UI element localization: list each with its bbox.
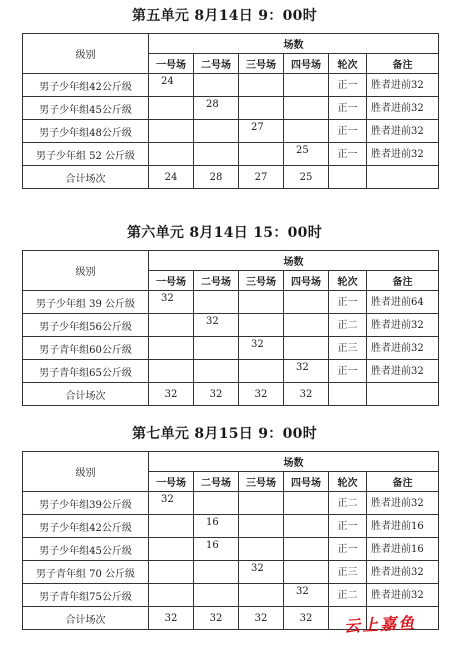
note-cell: 胜者进前32 — [367, 74, 439, 97]
header-row — [23, 34, 439, 54]
table-row — [23, 492, 439, 515]
match-count-cell — [239, 584, 284, 607]
table-row — [23, 360, 439, 383]
match-count-cell — [149, 337, 194, 360]
note-cell: 胜者进前32 — [367, 561, 439, 584]
table-row — [23, 74, 439, 97]
match-count-cell — [239, 143, 284, 166]
match-count-cell — [149, 143, 194, 166]
note-cell: 胜者进前32 — [367, 337, 439, 360]
total-count-cell: 32 — [239, 383, 284, 406]
match-count-cell — [284, 97, 329, 120]
court-header: 一号场 — [149, 54, 194, 74]
match-count-cell: 24 — [149, 74, 194, 97]
court-header: 一号场 — [149, 271, 194, 291]
match-count-cell — [239, 538, 284, 561]
note-header: 备注 — [367, 54, 439, 74]
empty-cell — [367, 383, 439, 406]
court-header: 二号场 — [194, 472, 239, 492]
match-count-cell — [194, 360, 239, 383]
round-header: 轮次 — [329, 472, 367, 492]
match-count-cell — [284, 515, 329, 538]
table-row — [23, 337, 439, 360]
total-count-cell: 32 — [239, 607, 284, 630]
match-count-cell — [239, 291, 284, 314]
note-cell: 胜者进前32 — [367, 360, 439, 383]
category-cell: 男子少年组56公斤级 — [23, 314, 149, 337]
match-count-cell — [194, 74, 239, 97]
category-cell: 男子少年组 52 公斤级 — [23, 143, 149, 166]
category-cell: 男子少年组39公斤级 — [23, 492, 149, 515]
match-count-cell — [284, 561, 329, 584]
match-count-cell — [239, 74, 284, 97]
category-header: 级别 — [23, 251, 149, 291]
category-cell: 男子少年组42公斤级 — [23, 74, 149, 97]
round-cell: 正一 — [329, 120, 367, 143]
venues-header: 场数 — [149, 452, 439, 472]
table-row — [23, 97, 439, 120]
total-row — [23, 383, 439, 406]
total-label: 合计场次 — [23, 383, 149, 406]
round-header: 轮次 — [329, 271, 367, 291]
court-header: 二号场 — [194, 271, 239, 291]
court-header: 三号场 — [239, 271, 284, 291]
category-cell: 男子青年组65公斤级 — [23, 360, 149, 383]
empty-cell — [367, 166, 439, 189]
match-count-cell: 16 — [194, 538, 239, 561]
note-cell: 胜者进前16 — [367, 515, 439, 538]
match-count-cell: 25 — [284, 143, 329, 166]
match-count-cell — [284, 337, 329, 360]
watermark-logo: 云上嘉鱼 — [343, 613, 417, 636]
note-cell: 胜者进前64 — [367, 291, 439, 314]
match-count-cell — [284, 538, 329, 561]
note-header: 备注 — [367, 271, 439, 291]
match-count-cell: 16 — [194, 515, 239, 538]
total-count-cell: 25 — [284, 166, 329, 189]
match-count-cell — [149, 97, 194, 120]
header-row — [23, 251, 439, 271]
round-cell: 正一 — [329, 360, 367, 383]
total-row — [23, 166, 439, 189]
court-header: 四号场 — [284, 472, 329, 492]
category-cell: 男子青年组60公斤级 — [23, 337, 149, 360]
match-count-cell — [149, 584, 194, 607]
category-cell: 男子少年组45公斤级 — [23, 97, 149, 120]
round-cell: 正一 — [329, 515, 367, 538]
note-cell: 胜者进前32 — [367, 492, 439, 515]
court-header: 二号场 — [194, 54, 239, 74]
total-count-cell: 27 — [239, 166, 284, 189]
match-count-cell: 32 — [149, 291, 194, 314]
unit-title: 第五单元 8月14日 9：00时 — [132, 8, 317, 24]
total-count-cell: 32 — [284, 383, 329, 406]
empty-cell — [329, 383, 367, 406]
match-count-cell — [149, 538, 194, 561]
total-count-cell: 24 — [149, 166, 194, 189]
match-count-cell — [194, 584, 239, 607]
match-count-cell — [194, 337, 239, 360]
match-count-cell: 27 — [239, 120, 284, 143]
match-count-cell — [284, 291, 329, 314]
total-label: 合计场次 — [23, 166, 149, 189]
schedule-table — [22, 250, 439, 406]
note-cell: 胜者进前32 — [367, 143, 439, 166]
table-row — [23, 584, 439, 607]
match-count-cell — [284, 120, 329, 143]
court-header: 三号场 — [239, 472, 284, 492]
match-count-cell: 32 — [239, 561, 284, 584]
table-row — [23, 120, 439, 143]
category-cell: 男子青年组75公斤级 — [23, 584, 149, 607]
court-header: 一号场 — [149, 472, 194, 492]
round-cell: 正三 — [329, 561, 367, 584]
match-count-cell — [149, 120, 194, 143]
match-count-cell — [239, 492, 284, 515]
match-count-cell — [284, 74, 329, 97]
note-cell: 胜者进前32 — [367, 314, 439, 337]
match-count-cell: 28 — [194, 97, 239, 120]
match-count-cell — [239, 97, 284, 120]
match-count-cell: 32 — [284, 584, 329, 607]
unit-title: 第六单元 8月14日 15：00时 — [126, 225, 323, 241]
total-count-cell: 28 — [194, 166, 239, 189]
note-header: 备注 — [367, 472, 439, 492]
match-count-cell: 32 — [149, 492, 194, 515]
total-label: 合计场次 — [23, 607, 149, 630]
total-count-cell: 32 — [149, 607, 194, 630]
match-count-cell — [194, 492, 239, 515]
category-cell: 男子少年组48公斤级 — [23, 120, 149, 143]
venues-header: 场数 — [149, 34, 439, 54]
round-cell: 正一 — [329, 538, 367, 561]
table-row — [23, 538, 439, 561]
round-header: 轮次 — [329, 54, 367, 74]
note-cell: 胜者进前16 — [367, 538, 439, 561]
match-count-cell — [194, 561, 239, 584]
header-row — [23, 452, 439, 472]
match-count-cell: 32 — [239, 337, 284, 360]
match-count-cell — [239, 360, 284, 383]
schedule-unit — [0, 221, 449, 402]
category-header: 级别 — [23, 34, 149, 74]
table-row — [23, 515, 439, 538]
category-cell: 男子青年组 70 公斤级 — [23, 561, 149, 584]
total-count-cell: 32 — [284, 607, 329, 630]
schedule-table — [22, 33, 439, 189]
table-row — [23, 291, 439, 314]
note-cell: 胜者进前32 — [367, 97, 439, 120]
match-count-cell — [284, 314, 329, 337]
unit-title: 第七单元 8月15日 9：00时 — [132, 426, 317, 442]
round-cell: 正二 — [329, 314, 367, 337]
court-header: 三号场 — [239, 54, 284, 74]
note-cell: 胜者进前32 — [367, 120, 439, 143]
match-count-cell — [149, 515, 194, 538]
category-header: 级别 — [23, 452, 149, 492]
category-cell: 男子少年组 39 公斤级 — [23, 291, 149, 314]
schedule-table — [22, 451, 439, 630]
match-count-cell: 32 — [194, 314, 239, 337]
table-row — [23, 143, 439, 166]
venues-header: 场数 — [149, 251, 439, 271]
round-cell: 正二 — [329, 584, 367, 607]
table-row — [23, 561, 439, 584]
match-count-cell — [149, 561, 194, 584]
match-count-cell — [194, 143, 239, 166]
table-row — [23, 314, 439, 337]
round-cell: 正一 — [329, 74, 367, 97]
round-cell: 正一 — [329, 143, 367, 166]
match-count-cell — [149, 360, 194, 383]
match-count-cell: 32 — [284, 360, 329, 383]
round-cell: 正三 — [329, 337, 367, 360]
total-count-cell: 32 — [149, 383, 194, 406]
category-cell: 男子少年组42公斤级 — [23, 515, 149, 538]
total-count-cell: 32 — [194, 383, 239, 406]
note-cell: 胜者进前32 — [367, 584, 439, 607]
schedule-unit — [0, 4, 449, 185]
match-count-cell — [239, 314, 284, 337]
round-cell: 正一 — [329, 291, 367, 314]
court-header: 四号场 — [284, 54, 329, 74]
court-header: 四号场 — [284, 271, 329, 291]
round-cell: 正一 — [329, 97, 367, 120]
match-count-cell — [149, 314, 194, 337]
empty-cell — [329, 166, 367, 189]
total-count-cell: 32 — [194, 607, 239, 630]
match-count-cell — [239, 515, 284, 538]
category-cell: 男子少年组45公斤级 — [23, 538, 149, 561]
match-count-cell — [194, 291, 239, 314]
match-count-cell — [194, 120, 239, 143]
match-count-cell — [284, 492, 329, 515]
round-cell: 正二 — [329, 492, 367, 515]
